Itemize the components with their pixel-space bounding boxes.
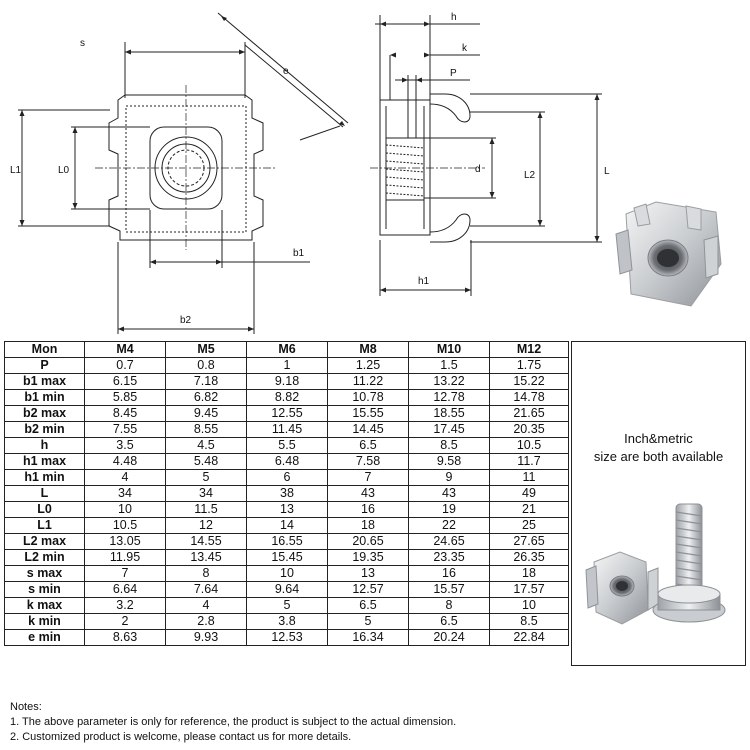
table-cell: 0.8 (166, 358, 247, 374)
row-label: L0 (5, 502, 85, 518)
table-cell: 4.48 (85, 454, 166, 470)
row-label: k max (5, 598, 85, 614)
cage-nut-photo (616, 202, 721, 306)
row-label: P (5, 358, 85, 374)
table-cell: 18 (490, 566, 569, 582)
table-cell: 7.18 (166, 374, 247, 390)
table-cell: 5 (247, 598, 328, 614)
table-cell: 8.82 (247, 390, 328, 406)
table-cell: 20.65 (328, 534, 409, 550)
table-row (5, 614, 569, 630)
table-cell: 13 (247, 502, 328, 518)
table-cell: 3.5 (85, 438, 166, 454)
small-cage-nut-photo (586, 552, 658, 624)
table-cell: 15.57 (409, 582, 490, 598)
table-cell: 21 (490, 502, 569, 518)
table-row (5, 470, 569, 486)
column-header: Mon (5, 342, 85, 358)
table-cell: 6.64 (85, 582, 166, 598)
table-cell: 12.53 (247, 630, 328, 646)
availability-panel (571, 341, 746, 666)
screw-and-cage-nut-photo (572, 492, 745, 662)
table-cell: 11.5 (166, 502, 247, 518)
table-cell: 14 (247, 518, 328, 534)
label-k: k (462, 43, 467, 54)
table-cell: 4.5 (166, 438, 247, 454)
table-cell: 20.24 (409, 630, 490, 646)
table-cell: 21.65 (490, 406, 569, 422)
table-cell: 34 (85, 486, 166, 502)
table-cell: 18 (328, 518, 409, 534)
table-cell: 3.2 (85, 598, 166, 614)
table-row (5, 422, 569, 438)
row-label: b2 min (5, 422, 85, 438)
table-row (5, 582, 569, 598)
table-cell: 7.64 (166, 582, 247, 598)
table-row (5, 534, 569, 550)
side-view-drawing (370, 15, 602, 296)
table-cell: 1.75 (490, 358, 569, 374)
table-row (5, 502, 569, 518)
table-cell: 6.82 (166, 390, 247, 406)
table-cell: 8.5 (409, 438, 490, 454)
table-cell: 9.45 (166, 406, 247, 422)
table-cell: 12.57 (328, 582, 409, 598)
table-cell: 5.85 (85, 390, 166, 406)
table-cell: 10 (490, 598, 569, 614)
column-header: M12 (490, 342, 569, 358)
table-cell: 9.58 (409, 454, 490, 470)
table-row (5, 374, 569, 390)
table-cell: 23.35 (409, 550, 490, 566)
table-cell: 8.45 (85, 406, 166, 422)
row-label: L1 (5, 518, 85, 534)
table-cell: 10.5 (85, 518, 166, 534)
row-label: h1 max (5, 454, 85, 470)
table-cell: 7.55 (85, 422, 166, 438)
table-row (5, 406, 569, 422)
table-cell: 5 (328, 614, 409, 630)
table-cell: 11 (490, 470, 569, 486)
table-cell: 1.5 (409, 358, 490, 374)
table-row (5, 390, 569, 406)
label-s: s (80, 38, 85, 49)
table-cell: 26.35 (490, 550, 569, 566)
table-cell: 43 (328, 486, 409, 502)
availability-line-2: size are both available (593, 449, 724, 464)
row-label: h1 min (5, 470, 85, 486)
table-cell: 11.7 (490, 454, 569, 470)
table-cell: 14.45 (328, 422, 409, 438)
table-cell: 6.5 (328, 598, 409, 614)
table-cell: 8.5 (490, 614, 569, 630)
table-cell: 10 (247, 566, 328, 582)
screw-photo (653, 504, 725, 622)
table-cell: 2 (85, 614, 166, 630)
table-cell: 11.22 (328, 374, 409, 390)
row-label: L2 min (5, 550, 85, 566)
note-1: 1. The above parameter is only for reference, the product is subject to the actual dimension. (10, 716, 457, 728)
table-cell: 17.57 (490, 582, 569, 598)
label-b2: b2 (180, 315, 192, 326)
row-label: b1 min (5, 390, 85, 406)
table-cell: 5 (166, 470, 247, 486)
availability-line-1: Inch&metric (624, 431, 693, 446)
label-d: d (475, 164, 481, 175)
table-row (5, 518, 569, 534)
table-cell: 9 (409, 470, 490, 486)
table-cell: 4 (166, 598, 247, 614)
table-row (5, 630, 569, 646)
table-row (5, 550, 569, 566)
table-cell: 19 (409, 502, 490, 518)
table-cell: 15.22 (490, 374, 569, 390)
table-cell: 13.05 (85, 534, 166, 550)
label-P: P (450, 68, 457, 79)
table-row (5, 566, 569, 582)
table-cell: 6 (247, 470, 328, 486)
label-h1: h1 (418, 276, 430, 287)
table-cell: 7.58 (328, 454, 409, 470)
row-label: b1 max (5, 374, 85, 390)
table-cell: 8.55 (166, 422, 247, 438)
table-cell: 12 (166, 518, 247, 534)
table-cell: 7 (328, 470, 409, 486)
table-cell: 34 (166, 486, 247, 502)
table-cell: 0.7 (85, 358, 166, 374)
table-cell: 13.22 (409, 374, 490, 390)
table-cell: 14.55 (166, 534, 247, 550)
table-cell: 7 (85, 566, 166, 582)
table-row (5, 454, 569, 470)
notes-title: Notes: (10, 701, 42, 713)
table-cell: 49 (490, 486, 569, 502)
label-L1: L1 (10, 165, 22, 176)
table-cell: 9.64 (247, 582, 328, 598)
table-cell: 8.63 (85, 630, 166, 646)
label-L: L (604, 166, 610, 177)
table-cell: 9.93 (166, 630, 247, 646)
table-cell: 13 (328, 566, 409, 582)
row-label: s max (5, 566, 85, 582)
table-cell: 1 (247, 358, 328, 374)
table-header-row (5, 342, 569, 358)
table-cell: 6.5 (409, 614, 490, 630)
table-cell: 12.78 (409, 390, 490, 406)
table-cell: 19.35 (328, 550, 409, 566)
table-cell: 11.95 (85, 550, 166, 566)
technical-drawings (0, 0, 750, 340)
table-cell: 12.55 (247, 406, 328, 422)
table-cell: 43 (409, 486, 490, 502)
table-cell: 10.78 (328, 390, 409, 406)
column-header: M8 (328, 342, 409, 358)
table-cell: 24.65 (409, 534, 490, 550)
table-cell: 22 (409, 518, 490, 534)
table-cell: 13.45 (166, 550, 247, 566)
table-cell: 3.8 (247, 614, 328, 630)
side-view-arrows (380, 22, 600, 293)
spec-table (4, 341, 569, 646)
table-cell: 15.45 (247, 550, 328, 566)
label-L0: L0 (58, 165, 70, 176)
table-cell: 16.34 (328, 630, 409, 646)
table-cell: 27.65 (490, 534, 569, 550)
table-cell: 25 (490, 518, 569, 534)
table-cell: 16.55 (247, 534, 328, 550)
row-label: L2 max (5, 534, 85, 550)
table-cell: 6.15 (85, 374, 166, 390)
table-cell: 18.55 (409, 406, 490, 422)
row-label: s min (5, 582, 85, 598)
table-cell: 6.48 (247, 454, 328, 470)
table-cell: 4 (85, 470, 166, 486)
table-cell: 22.84 (490, 630, 569, 646)
row-label: h (5, 438, 85, 454)
table-cell: 14.78 (490, 390, 569, 406)
column-header: M10 (409, 342, 490, 358)
table-cell: 17.45 (409, 422, 490, 438)
table-cell: 5.5 (247, 438, 328, 454)
table-cell: 8 (166, 566, 247, 582)
column-header: M6 (247, 342, 328, 358)
table-cell: 6.5 (328, 438, 409, 454)
table-cell: 9.18 (247, 374, 328, 390)
table-cell: 2.8 (166, 614, 247, 630)
table-row (5, 358, 569, 374)
label-L2: L2 (524, 170, 536, 181)
label-e: e (283, 66, 289, 77)
note-2: 2. Customized product is welcome, please contact us for more details. (10, 731, 352, 743)
table-cell: 1.25 (328, 358, 409, 374)
table-cell: 16 (328, 502, 409, 518)
availability-caption (572, 430, 745, 466)
table-cell: 5.48 (166, 454, 247, 470)
row-label: k min (5, 614, 85, 630)
spec-table-body (5, 358, 569, 646)
label-h: h (451, 12, 457, 23)
table-row (5, 438, 569, 454)
table-cell: 11.45 (247, 422, 328, 438)
table-cell: 38 (247, 486, 328, 502)
row-label: L (5, 486, 85, 502)
table-cell: 20.35 (490, 422, 569, 438)
table-row (5, 598, 569, 614)
row-label: b2 max (5, 406, 85, 422)
notes-section (10, 700, 456, 745)
column-header: M5 (166, 342, 247, 358)
table-cell: 15.55 (328, 406, 409, 422)
column-header: M4 (85, 342, 166, 358)
table-row (5, 486, 569, 502)
label-b1: b1 (293, 248, 305, 259)
table-cell: 8 (409, 598, 490, 614)
row-label: e min (5, 630, 85, 646)
table-cell: 10 (85, 502, 166, 518)
table-cell: 10.5 (490, 438, 569, 454)
table-cell: 16 (409, 566, 490, 582)
